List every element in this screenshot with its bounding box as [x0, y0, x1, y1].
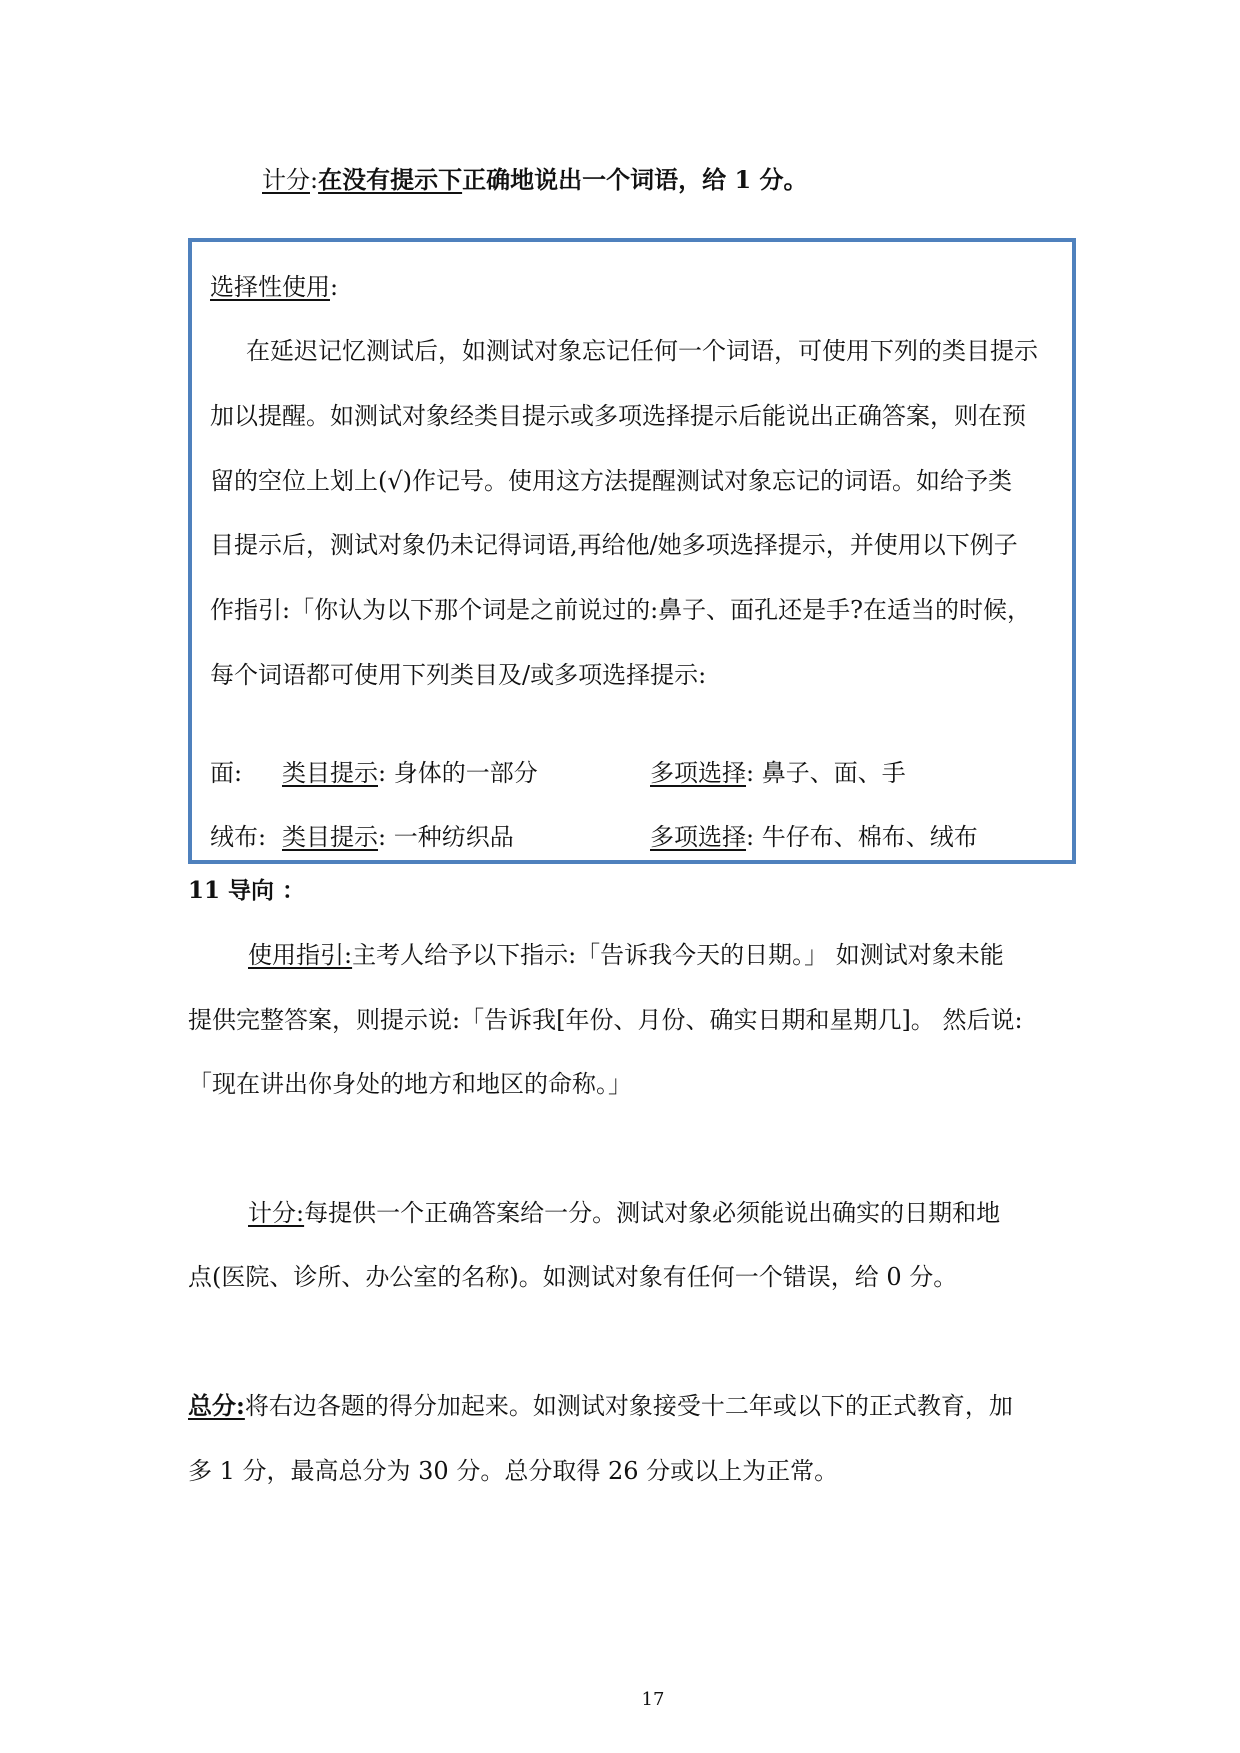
category-cue — [282, 820, 514, 854]
instructions-line: 「现在讲出你身处的地方和地区的命称。」 — [188, 1070, 632, 1098]
optional-use-heading-line — [210, 270, 338, 304]
optional-use-heading-colon: : — [330, 273, 339, 301]
instructions-label: 使用指引: — [248, 941, 353, 969]
page-number: 17 — [641, 1689, 665, 1710]
total-score-text: 将右边各题的得分加起来。如测试对象接受十二年或以下的正式教育，加 — [244, 1392, 1013, 1420]
instructions-line: 提供完整答案，则提示说:「告诉我[年份、月份、确实日期和星期几]。 然后说: — [188, 1006, 1023, 1034]
optional-use-heading: 选择性使用 — [210, 273, 330, 301]
optional-use-paragraph-line: 作指引:「你认为以下那个词是之前说过的:鼻子、面孔还是手?在适当的时候， — [210, 596, 1032, 624]
top-score-label: 计分 — [262, 166, 310, 194]
multiple-choice-text: : 鼻子、面、手 — [746, 759, 906, 787]
category-cue-text: : 一种纺织品 — [378, 823, 514, 851]
optional-use-paragraph-line: 每个词语都可使用下列类目及/或多项选择提示: — [210, 661, 707, 689]
multiple-choice-label: 多项选择 — [650, 823, 746, 851]
optional-use-paragraph-line: 在延迟记忆测试后，如测试对象忘记任何一个词语，可使用下列的类目提示 — [246, 337, 1038, 365]
multiple-choice-text: : 牛仔布、棉布、绒布 — [746, 823, 978, 851]
top-score-condition: 在没有提示下 — [318, 165, 463, 194]
total-score-line — [188, 1389, 1013, 1423]
instructions-text: 主考人给予以下指示:「告诉我今天的日期。」 如测试对象未能 — [352, 941, 1004, 969]
multiple-choice-cue — [650, 820, 978, 854]
top-score-colon: : — [310, 166, 319, 194]
score-line: 点(医院、诊所、办公室的名称)。如测试对象有任何一个错误，给 0 分。 — [188, 1263, 958, 1291]
category-cue-label: 类目提示 — [282, 823, 378, 851]
total-score-label: 总分: — [188, 1391, 245, 1420]
category-cue — [282, 756, 538, 790]
instructions-line — [248, 938, 1004, 972]
top-score-line — [262, 163, 808, 197]
top-score-rule: 正确地说出一个词语，给 1 分。 — [462, 165, 808, 194]
cue-word: 绒布: — [210, 823, 267, 851]
score-line — [248, 1196, 1000, 1230]
optional-use-box — [188, 238, 1076, 864]
total-score-line: 多 1 分，最高总分为 30 分。总分取得 26 分或以上为正常。 — [188, 1457, 839, 1485]
score-label: 计分: — [248, 1199, 305, 1227]
optional-use-paragraph-line: 加以提醒。如测试对象经类目提示或多项选择提示后能说出正确答案，则在预 — [210, 402, 1026, 430]
category-cue-label: 类目提示 — [282, 759, 378, 787]
optional-use-paragraph-line: 留的空位上划上(√)作记号。使用这方法提醒测试对象忘记的词语。如给予类 — [210, 467, 1013, 495]
multiple-choice-cue — [636, 756, 906, 790]
optional-use-paragraph-line: 目提示后，测试对象仍未记得词语,再给他/她多项选择提示，并使用以下例子 — [210, 531, 1018, 559]
cue-word: 面: — [210, 759, 243, 787]
section-11-heading: 11 导向 ： — [188, 877, 306, 904]
multiple-choice-label: 多项选择 — [650, 759, 746, 787]
category-cue-text: : 身体的一部分 — [378, 759, 538, 787]
score-text: 每提供一个正确答案给一分。测试对象必须能说出确实的日期和地 — [304, 1199, 1001, 1227]
